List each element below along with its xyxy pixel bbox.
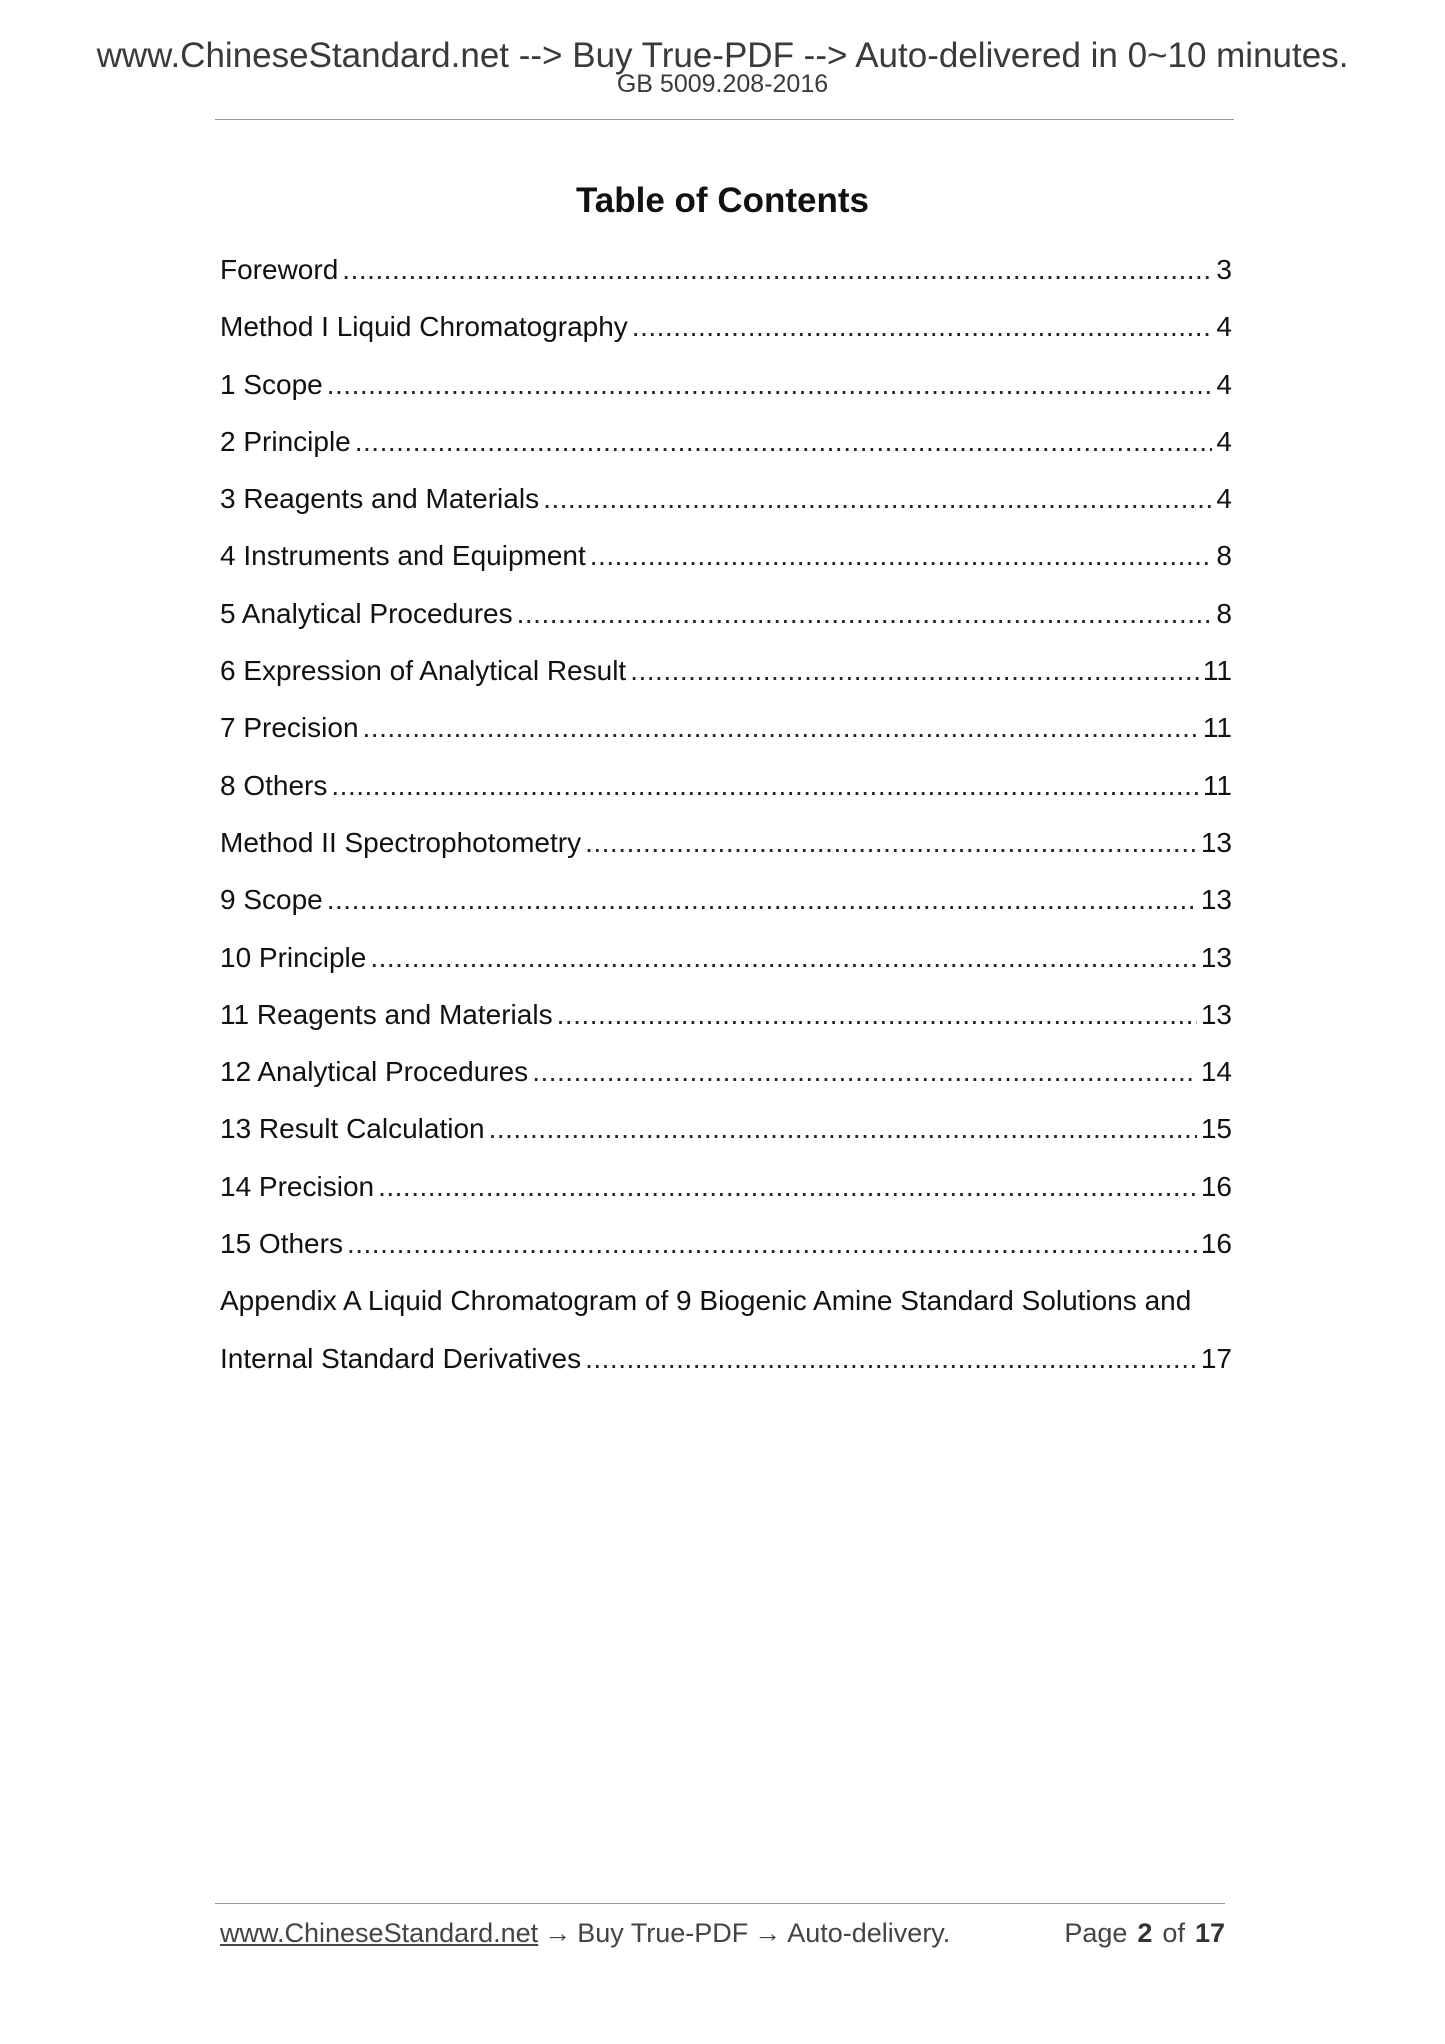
dot-leader <box>543 479 1212 519</box>
toc-entry[interactable] <box>220 880 1232 937</box>
dot-leader <box>517 594 1213 634</box>
toc-entry-page: 15 <box>1200 1113 1232 1145</box>
toc-entry-label: 4 Instruments and Equipment <box>220 540 586 572</box>
toc-entry-page: 13 <box>1200 826 1232 858</box>
current-page-number: 2 <box>1137 1918 1153 1948</box>
footer-site-link[interactable]: www.ChineseStandard.net <box>220 1918 539 1948</box>
dot-leader <box>331 766 1199 806</box>
footer-buy-text: Buy True-PDF <box>577 1918 749 1948</box>
dot-leader <box>489 1109 1197 1149</box>
arrow-right-icon: → <box>544 1918 572 1948</box>
dot-leader <box>347 1224 1197 1264</box>
toc-entry-label: 13 Result Calculation <box>220 1113 485 1145</box>
toc-entry-page: 16 <box>1200 1228 1232 1260</box>
header-divider <box>215 119 1234 120</box>
toc-entry-appendix-a-line1[interactable] <box>220 1281 1232 1338</box>
toc-entry[interactable] <box>220 1109 1232 1166</box>
toc-entry-label: Method II Spectrophotometry <box>220 826 582 858</box>
arrow-right-icon: → <box>754 1918 782 1948</box>
dot-leader <box>557 995 1197 1035</box>
toc-entry-page: 13 <box>1200 941 1232 973</box>
footer-auto-text: Auto-delivery. <box>787 1918 951 1948</box>
toc-entry-page: 16 <box>1200 1170 1232 1202</box>
page-word: Page <box>1064 1918 1128 1948</box>
toc-entry-label: Foreword <box>220 254 339 285</box>
toc-entry-label: 7 Precision <box>220 712 359 744</box>
dot-leader <box>585 1339 1197 1379</box>
toc-entry-page: 8 <box>1216 540 1232 572</box>
of-word: of <box>1162 1918 1185 1948</box>
toc-entry-label: 15 Others <box>220 1228 343 1260</box>
toc-entry[interactable] <box>220 938 1232 995</box>
toc-entry-page: 11 <box>1202 655 1232 687</box>
toc-title: Table of Contents <box>576 181 869 220</box>
toc-entry-page: 17 <box>1200 1342 1232 1374</box>
toc-entry[interactable] <box>220 651 1232 708</box>
dot-leader <box>342 250 1212 290</box>
toc-entry-label: 8 Others <box>220 769 328 801</box>
dot-leader <box>632 307 1213 347</box>
toc-entry-label: Internal Standard Derivatives <box>220 1342 582 1374</box>
toc-entry[interactable] <box>220 365 1232 422</box>
toc-entry[interactable] <box>220 995 1232 1052</box>
toc-entry[interactable] <box>220 708 1232 765</box>
toc-entry-page: 13 <box>1200 998 1232 1030</box>
toc-entry-page: 13 <box>1200 884 1232 916</box>
dot-leader <box>363 708 1199 748</box>
table-of-contents <box>220 250 1232 1396</box>
toc-entry[interactable] <box>220 479 1232 536</box>
toc-entry-label: 6 Expression of Analytical Result <box>220 655 627 687</box>
toc-entry-page: 14 <box>1200 1056 1232 1088</box>
toc-entry[interactable] <box>220 250 1232 307</box>
toc-entry[interactable] <box>220 1167 1232 1224</box>
toc-entry-page: 4 <box>1216 425 1232 457</box>
header-banner: www.ChineseStandard.net --> Buy True-PDF --> Auto-delivered in 0~10 minutes. <box>96 36 1349 75</box>
toc-entry[interactable] <box>220 536 1232 593</box>
footer-left <box>220 1920 950 1947</box>
toc-entry[interactable] <box>220 1052 1232 1109</box>
toc-entry-appendix-a[interactable] <box>220 1339 1232 1396</box>
toc-entry-label: 2 Principle <box>220 425 351 457</box>
toc-entry-page: 4 <box>1216 483 1232 515</box>
dot-leader <box>532 1052 1197 1092</box>
dot-leader <box>327 880 1197 920</box>
toc-entry-label: 10 Principle <box>220 941 367 973</box>
toc-entry-page: 11 <box>1202 769 1232 801</box>
dot-leader <box>585 823 1197 863</box>
toc-entry-page: 11 <box>1202 712 1232 744</box>
toc-entry-label: 9 Scope <box>220 884 323 916</box>
dot-leader <box>370 938 1197 978</box>
toc-entry-label: 5 Analytical Procedures <box>220 597 513 629</box>
dot-leader <box>630 651 1199 691</box>
toc-entry[interactable] <box>220 823 1232 880</box>
standard-code: GB 5009.208-2016 <box>616 70 829 98</box>
toc-entry-page: 4 <box>1216 311 1232 343</box>
dot-leader <box>378 1167 1197 1207</box>
toc-entry-page: 4 <box>1216 368 1232 400</box>
toc-entry[interactable] <box>220 1224 1232 1281</box>
toc-entry-label: 11 Reagents and Materials <box>220 998 553 1030</box>
toc-entry-label: 3 Reagents and Materials <box>220 483 540 515</box>
toc-entry-label: Appendix A Liquid Chromatogram of 9 Biogenic Amine Standard Solutions and <box>220 1285 1192 1317</box>
toc-entry-label: Method I Liquid Chromatography <box>220 311 628 343</box>
toc-entry[interactable] <box>220 307 1232 364</box>
total-pages-number: 17 <box>1194 1918 1225 1948</box>
toc-entry-label: 1 Scope <box>220 368 323 400</box>
page-indicator <box>1064 1920 1225 1947</box>
dot-leader <box>355 422 1213 462</box>
footer-divider <box>215 1903 1225 1904</box>
toc-entry[interactable] <box>220 422 1232 479</box>
dot-leader <box>590 536 1213 576</box>
toc-entry-label: 12 Analytical Procedures <box>220 1056 529 1088</box>
toc-entry-label: 14 Precision <box>220 1170 375 1202</box>
toc-entry[interactable] <box>220 594 1232 651</box>
dot-leader <box>327 365 1213 405</box>
toc-entry-page: 3 <box>1216 254 1232 285</box>
toc-entry[interactable] <box>220 766 1232 823</box>
toc-entry-page: 8 <box>1216 597 1232 629</box>
